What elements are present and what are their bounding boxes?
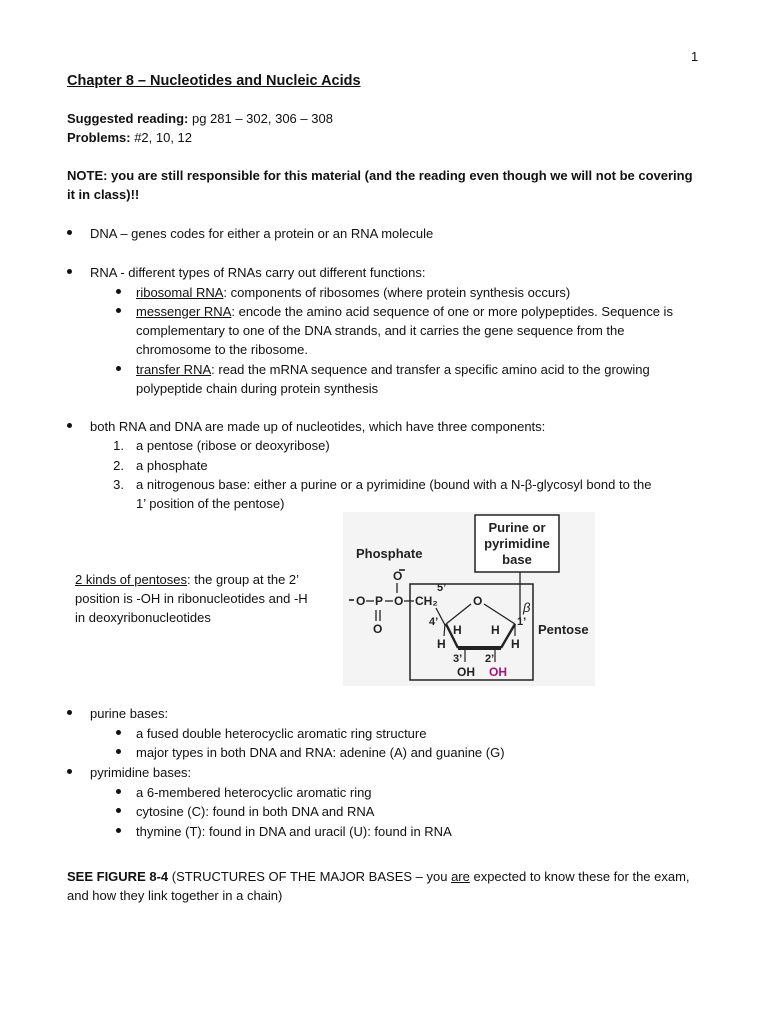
problems-label: Problems: [67,130,131,145]
bullet-icon [67,423,72,428]
purine-item: major types in both DNA and RNA: adenine (A) and guanine (G) [136,745,505,760]
hydrogen-c1: H [491,623,500,637]
bullet-icon [116,749,121,754]
messenger-rna-term: messenger RNA [136,304,232,319]
hydroxyl-3-prime: OH [457,665,475,679]
pentoses-text: : the group at the 2’ [187,572,300,587]
hydroxyl-2-prime: OH [489,665,507,679]
note-line-2: it in class)!! [67,187,140,202]
bullet-icon [67,269,72,274]
phosphate-label: Phosphate [356,546,423,561]
bridge-oxygen: O [394,594,404,608]
bullet-icon [116,828,121,833]
pyrimidine-item: cytosine (C): found in both DNA and RNA [136,804,375,819]
pentoses-line-1 [75,570,299,589]
see-figure-emphasis: are [451,869,470,884]
list-number: 3. [113,477,124,492]
hydrogen-c4: H [453,623,462,637]
bullet-icon [67,710,72,715]
see-figure-text-b: expected to know these for the exam, [469,869,690,884]
base-label-line-2: pyrimidine [484,536,550,551]
beta-symbol: β [523,600,531,615]
bullet-icon [67,769,72,774]
suggested-reading-value: pg 281 – 302, 306 – 308 [188,111,333,126]
list-number: 1. [113,438,124,453]
component-base-line-2: 1’ position of the pentose) [136,496,285,511]
ch2-group: CH₂ [415,594,438,608]
suggested-reading-label: Suggested reading: [67,111,189,126]
phosphate-oxygen-bottom: O [373,622,383,636]
ribosomal-rna-term: ribosomal RNA [136,285,224,300]
rna-intro: RNA - different types of RNAs carry out different functions: [90,265,426,280]
bullet-icon [116,289,121,294]
messenger-rna-text: : encode the amino acid sequence of one or more polypeptides. Sequence is [231,304,673,319]
page-title: Chapter 8 – Nucleotides and Nucleic Acids [67,73,361,89]
purine-item: a fused double heterocyclic aromatic ring structure [136,726,427,741]
five-prime-label: 5’ [437,582,447,594]
bullet-icon [116,808,121,813]
phosphate-oxygen-top: O [393,569,403,583]
four-prime-label: 4’ [429,616,439,628]
transfer-rna-term: transfer RNA [136,362,212,377]
list-number: 2. [113,458,124,473]
page-number: 1 [691,49,699,64]
ring-oxygen: O [473,594,483,608]
three-prime-label: 3’ [453,653,463,665]
bullet-icon [116,730,121,735]
hydrogen-c4-down: H [437,637,446,651]
bullet-icon [116,789,121,794]
transfer-rna-line-2: polypeptide chain during protein synthesis [136,381,379,396]
problems-value: #2, 10, 12 [130,130,193,145]
messenger-rna-line-3: chromosome to the ribosome. [136,342,308,357]
suggested-reading [67,109,333,128]
base-label-line-1: Purine or [488,520,546,535]
bullet-icon [116,308,121,313]
pyrimidine-item: a 6-membered heterocyclic aromatic ring [136,785,372,800]
see-figure-line-2: and how they link together in a chain) [67,888,283,903]
messenger-rna-line-2: complementary to one of the DNA strands, and it carries the gene sequence from the [136,323,625,338]
base-label-line-3: base [502,552,532,567]
see-figure-text-a: (STRUCTURES OF THE MAJOR BASES – you [168,869,452,884]
dna-item: DNA – genes codes for either a protein or an RNA molecule [90,226,434,241]
see-figure-line-1 [67,867,690,886]
pentose-label: Pentose [538,622,589,637]
messenger-rna-item [136,302,673,321]
problems [67,128,192,147]
see-figure-label: SEE FIGURE 8-4 [67,869,169,884]
hydrogen-c1-down: H [511,637,520,651]
pyrimidine-item: thymine (T): found in DNA and uracil (U): found in RNA [136,824,452,839]
transfer-rna-text: : read the mRNA sequence and transfer a specific amino acid to the growing [211,362,650,377]
bullet-icon [116,366,121,371]
phosphorus-atom: P [375,594,384,608]
pentoses-line-3: in deoxyribonucleotides [75,610,211,625]
transfer-rna-item [136,360,650,379]
note-line-1: NOTE: you are still responsible for this material (and the reading even though we will not be covering [67,168,693,183]
purine-intro: purine bases: [90,706,169,721]
ribosomal-rna-text: : components of ribosomes (where protein synthesis occurs) [223,285,571,300]
pentoses-term: 2 kinds of pentoses [75,572,188,587]
component-phosphate: a phosphate [136,458,208,473]
one-prime-label: 1’ [517,616,527,628]
pentoses-line-2: position is -OH in ribonucleotides and -H [75,591,308,606]
ribosomal-rna-item [136,283,570,302]
two-prime-label: 2’ [485,653,495,665]
component-base: a nitrogenous base: either a purine or a pyrimidine (bound with a N-β-glycosyl bond to the [136,477,652,492]
component-pentose: a pentose (ribose or deoxyribose) [136,438,330,453]
phosphate-oxygen-left: O [356,594,366,608]
nucleotide-structure-figure [343,512,595,686]
bullet-icon [67,230,72,235]
pyrimidine-intro: pyrimidine bases: [90,765,192,780]
components-intro: both RNA and DNA are made up of nucleotides, which have three components: [90,419,546,434]
